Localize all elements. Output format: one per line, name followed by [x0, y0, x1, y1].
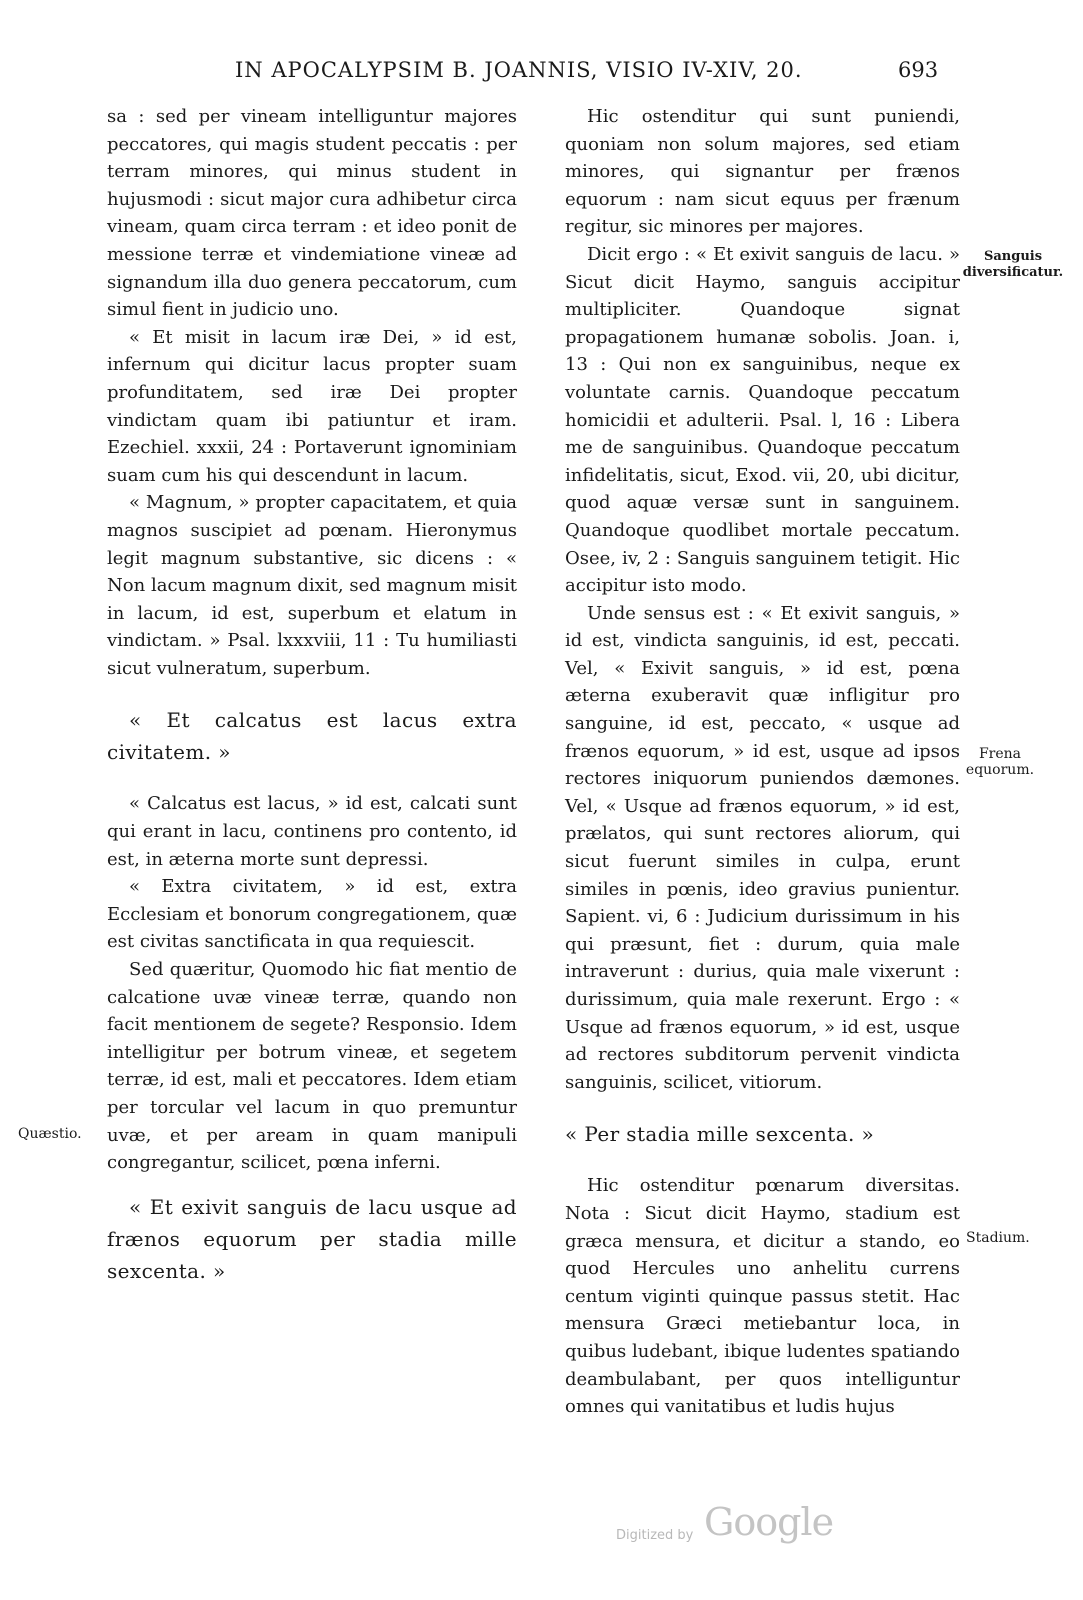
paragraph: « Et misit in lacum iræ Dei, » id est, infernum qui dicitur lacus propter suam profunditatem, sed iræ Dei propter vindictam quam ibi patiuntur et iram. Ezechiel. xxxii, 24 : Portaverunt ignominiam suam cum his qui descendunt in lacum.: [107, 326, 517, 486]
verse-heading: « Et exivit sanguis de lacu usque ad frænos equorum per stadia mille sexcenta. »: [107, 1194, 517, 1283]
paragraph: Dicit ergo : « Et exivit sanguis de lacu. » Sicut dicit Haymo, sanguis accipitur multipliciter. Quandoque signat propagationem humanæ sobolis. Joan. i, 13 : Qui non ex sanguinibus, neque ex voluntate carnis. Quandoque peccatum homicidii et adulterii. Psal. l, 16 : Libera me de sanguinibus. Quandoque peccatum infidelitatis, sicut, Exod. vii, 20, ubi dicitur, quod aquæ versæ sunt in sanguinem. Quandoque quodlibet mortale peccatum. Osee, iv, 2 : Sanguis sanguinem tetigit. Hic accipitur isto modo.: [565, 243, 960, 597]
paragraph: « Extra civitatem, » id est, extra Ecclesiam et bonorum congregationem, quæ est civitas sanctificata in qua requiescit.: [107, 876, 517, 953]
google-logo: Google: [704, 1500, 834, 1544]
verse-heading: « Per stadia mille sexcenta. »: [565, 1122, 875, 1147]
left-column: [107, 103, 517, 1287]
margin-note-stadium: Stadium.: [966, 1230, 1030, 1246]
paragraph: Unde sensus est : « Et exivit sanguis, » id est, vindicta sanguinis, id est, peccati. Vel, « Exivit sanguis, » id est, pœna æterna exuberavit quæ infligitur pro sanguine, id est, peccato, « usque ad frænos equorum, » id est, usque ad ipsos rectores iniquorum puniendos dæmones. Vel, « Usque ad frænos equorum, » id est, prælatos, qui sunt rectores aliorum, qui sicut fuerunt similes in culpa, erunt similes in pœnis, ideo gravius punientur. Sapient. vi, 6 : Judicium durissimum in his qui præsunt, fiet : durum, quia male intraverunt : durius, quia male vixerunt : durissimum, quia male rexerunt. Ergo : « Usque ad frænos equorum, » id est, usque ad rectores subditorum pervenit vindicta sanguinis, scilicet, vitiorum.: [565, 602, 960, 1093]
paragraph: Hic ostenditur qui sunt puniendi, quoniam non solum majores, sed etiam minores, qui signantur per frænos equorum : nam sicut equus per frænum regitur, sic minores per majores.: [565, 106, 960, 238]
margin-note-frena: Frena equorum.: [965, 746, 1035, 778]
page-header: [0, 58, 1083, 92]
verse-heading: « Et calcatus est lacus extra civitatem. »: [107, 708, 517, 765]
paragraph: Sed quæritur, Quomodo hic fiat mentio de calcatione uvæ vineæ terræ, quando non facit mentionem de segete? Responsio. Idem intelligitur per botrum vineæ, et segetem terræ, id est, mali et peccatores. Idem etiam per torcular vel lacum in quo premuntur uvæ, et per aream in quam manipuli congregantur, scilicet, pœna inferni.: [107, 959, 517, 1174]
right-column: [565, 103, 960, 1421]
paragraph: Hic ostenditur pœnarum diversitas. Nota : Sicut dicit Haymo, stadium est græca mensura, et dicitur a stando, eo quod Hercules uno anhelitu currens centum viginti quinque passus stetit. Hac mensura Græci metiebantur loca, in quibus ludebant, ibique ludentes spatiando deambulabant, per quos intelliguntur omnes qui vanitatibus et ludis hujus: [565, 1175, 960, 1418]
paragraph: « Magnum, » propter capacitatem, et quia magnos suscipiet ad pœnam. Hieronymus legit magnum substantive, sic dicens : « Non lacum magnum dixit, sed magnum misit in lacum, id est, superbum et elatum in vindictam. » Psal. lxxxviii, 11 : Tu humiliasti sicut vulneratum, superbum.: [107, 492, 517, 679]
digitized-label: Digitized by: [616, 1528, 694, 1543]
paragraph: « Calcatus est lacus, » id est, calcati sunt qui erant in lacu, continens pro contento, id est, in æterna morte sunt depressi.: [107, 793, 517, 870]
paragraph: sa : sed per vineam intelliguntur majores peccatores, qui magis student peccatis : per terram minores, qui minus student in hujusmodi : sicut major cura adhibetur circa vineam, quam circa terram : et ideo ponit de messione terræ et vindemiatione vineæ ad signandum illa duo genera peccatorum, cum simul fient in judicio uno.: [107, 106, 517, 321]
page-number: 693: [898, 58, 939, 82]
margin-note-sanguis: Sanguis diversificatur.: [962, 249, 1064, 280]
digitized-watermark: [616, 1500, 876, 1560]
running-title: IN APOCALYPSIM B. JOANNIS, VISIO IV-XIV, 20.: [235, 58, 803, 82]
margin-note-quaestio: Quæstio.: [18, 1126, 82, 1142]
